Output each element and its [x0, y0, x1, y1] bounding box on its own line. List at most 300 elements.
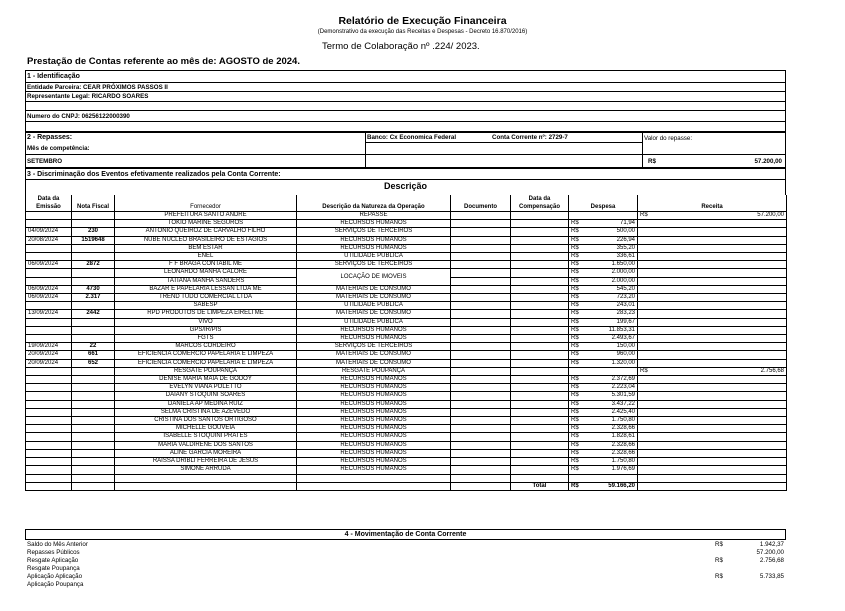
income-cell [638, 425, 787, 433]
divider [25, 154, 786, 155]
income-cell [638, 212, 787, 220]
expense-cell [569, 384, 638, 392]
movement-value: 57.200,00 [756, 549, 784, 556]
income-cell [638, 449, 787, 457]
supplier-cell: ALINE GARCIA MOREIRA [115, 449, 297, 457]
document-cell [451, 392, 511, 400]
expense-currency: R$ [571, 417, 579, 424]
table-row [26, 449, 787, 457]
expense-cell [569, 458, 638, 466]
income-cell [638, 408, 787, 416]
document-cell [451, 417, 511, 425]
nature-cell: RECURSOS HUMANOS [297, 441, 451, 449]
empty-cell [451, 474, 511, 482]
nature-cell: RECURSOS HUMANOS [297, 384, 451, 392]
nature-cell: RECURSOS HUMANOS [297, 449, 451, 457]
divider [25, 91, 786, 92]
compensation-date-cell [511, 277, 569, 285]
col-supplier-spacer [115, 195, 297, 203]
income-cell [638, 294, 787, 302]
nature-cell: RECURSOS HUMANOS [297, 392, 451, 400]
col-doc-spacer [451, 195, 511, 203]
expense-value: 283,23 [616, 310, 635, 317]
emission-date-cell: 13/09/2024 [26, 310, 72, 318]
supplier-cell: PREFEITURA SANTO ANDRE [115, 212, 297, 220]
emission-date-cell: 04/09/2024 [26, 228, 72, 236]
table-header-row [26, 195, 787, 203]
col-nf-header: Nota Fiscal [72, 203, 115, 212]
expense-cell [569, 343, 638, 351]
income-cell [638, 285, 787, 293]
expense-value: 2.372,69 [611, 376, 635, 383]
account-number: Conta Corrente nº: 2729-7 [492, 134, 568, 141]
nature-cell: RECURSOS HUMANOS [297, 400, 451, 408]
emission-date-cell: 20/09/2024 [26, 351, 72, 359]
nature-cell: RECURSOS HUMANOS [297, 458, 451, 466]
income-cell [638, 236, 787, 244]
compensation-date-cell [511, 220, 569, 228]
col-income-spacer [638, 195, 787, 203]
table-row [26, 441, 787, 449]
expense-value: 355,20 [616, 244, 635, 251]
nature-cell: UTILIDADE PUBLICA [297, 318, 451, 326]
invoice-number-cell [72, 318, 115, 326]
document-cell [451, 228, 511, 236]
movement-table [25, 541, 786, 589]
empty-cell [638, 474, 787, 482]
expense-cell [569, 228, 638, 236]
emission-date-cell [26, 269, 72, 277]
divider [365, 142, 642, 143]
compensation-date-cell [511, 212, 569, 220]
compensation-date-cell [511, 310, 569, 318]
invoice-number-cell [72, 384, 115, 392]
invoice-number-cell [72, 244, 115, 252]
emission-date-cell [26, 433, 72, 441]
income-value: 57.200,00 [757, 212, 784, 218]
expense-cell [569, 318, 638, 326]
movement-currency: R$ [715, 557, 723, 564]
nature-cell: RECURSOS HUMANOS [297, 244, 451, 252]
supplier-cell: EVELYN VIANA POLETTO [115, 384, 297, 392]
compensation-date-cell [511, 326, 569, 334]
nature-cell: SERVIÇOS DE TERCEIROS [297, 228, 451, 236]
supplier-cell: EFICIENCIA COMERCIO PAPELARIA E LIMPEZA [115, 359, 297, 367]
supplier-cell: FGTS [115, 335, 297, 343]
income-cell [638, 343, 787, 351]
supplier-cell: MARCOS CORDEIRO [115, 343, 297, 351]
document-cell [451, 244, 511, 252]
expense-value: 226,94 [616, 236, 635, 243]
invoice-number-cell [72, 408, 115, 416]
divider [25, 179, 786, 180]
table-row [26, 236, 787, 244]
movement-value [733, 565, 786, 573]
empty-cell [511, 474, 569, 482]
supplier-cell: RESGATE POUPANÇA [115, 367, 297, 375]
expense-cell [569, 212, 638, 220]
table-row [26, 220, 787, 228]
expense-value: 500,00 [616, 228, 635, 235]
nature-cell: SERVIÇOS DE TERCEIROS [297, 261, 451, 269]
compensation-date-cell [511, 302, 569, 310]
invoice-number-cell: 2442 [72, 310, 115, 318]
expense-value: 11.853,31 [608, 326, 635, 333]
compensation-date-cell [511, 253, 569, 261]
compensation-date-cell [511, 417, 569, 425]
emission-date-cell: 20/08/2024 [26, 236, 72, 244]
emission-date-cell [26, 302, 72, 310]
expense-value: 1.976,69 [611, 466, 635, 473]
table-row [26, 425, 787, 433]
table-header-row [26, 203, 787, 212]
nature-cell: UTILIDADE PUBLICA [297, 253, 451, 261]
table-row [26, 228, 787, 236]
expense-currency: R$ [571, 433, 579, 440]
compensation-date-cell [511, 244, 569, 252]
expense-value: 71,94 [619, 220, 635, 227]
supplier-cell: RAISSA DRIBLI FERREIRA DE JESUS [115, 458, 297, 466]
emission-date-cell [26, 376, 72, 384]
invoice-number-cell: 652 [72, 359, 115, 367]
movement-label: Resgate Poupança [27, 565, 80, 572]
expense-value: 336,61 [616, 253, 635, 260]
expense-value: 1.750,80 [611, 417, 635, 424]
expense-cell [569, 236, 638, 244]
expense-value: 1.320,00 [611, 359, 635, 366]
income-cell [638, 269, 787, 277]
events-section: 3 - Discriminação dos Eventos efetivamente realizados pela Conta Corrente: [27, 171, 281, 178]
emission-date-cell: 06/09/2024 [26, 285, 72, 293]
income-cell [638, 335, 787, 343]
compensation-date-cell [511, 285, 569, 293]
compensation-date-cell [511, 449, 569, 457]
expense-value: 2.328,66 [611, 441, 635, 448]
income-value: 2.756,68 [760, 367, 784, 374]
expense-cell [569, 302, 638, 310]
col-comp-header-2: Compensação [511, 203, 569, 212]
nature-cell: RECURSOS HUMANOS [297, 425, 451, 433]
divider [25, 82, 786, 83]
document-cell [451, 425, 511, 433]
income-cell [638, 228, 787, 236]
expense-currency: R$ [571, 244, 579, 251]
expense-cell [569, 441, 638, 449]
invoice-number-cell [72, 277, 115, 285]
document-cell [451, 384, 511, 392]
expense-value: 5.301,59 [611, 392, 635, 399]
movement-row [25, 549, 786, 557]
expense-value: 199,67 [616, 318, 635, 325]
empty-cell [115, 474, 297, 482]
movement-value: 1.942,37 [759, 541, 784, 548]
movement-row [25, 557, 786, 565]
col-date-header [26, 195, 72, 203]
document-cell [451, 458, 511, 466]
table-row [26, 466, 787, 474]
report-subtitle: (Demonstrativo da execução das Receitas e Despesas - Decreto 16.870/2016) [317, 29, 528, 35]
income-cell [638, 417, 787, 425]
col-income-header: Receita [638, 203, 787, 212]
supplier-cell: DANIELA AP MEDINA RUIZ [115, 400, 297, 408]
supplier-cell: ENEL [115, 253, 297, 261]
expense-value: 2.000,00 [611, 277, 635, 284]
document-cell [451, 318, 511, 326]
document-cell [451, 466, 511, 474]
table-row [26, 417, 787, 425]
emission-date-cell [26, 449, 72, 457]
expense-value: 2.000,00 [611, 269, 635, 276]
supplier-cell: SELMA CRISTINA DE AZEVEDO [115, 408, 297, 416]
empty-cell [297, 474, 451, 482]
empty-cell [72, 474, 115, 482]
table-row [26, 285, 787, 293]
income-cell [638, 277, 787, 285]
expense-cell [569, 310, 638, 318]
col-nature-spacer [297, 195, 451, 203]
table-row [26, 310, 787, 318]
transfer-value: 57.200,00 [754, 158, 782, 165]
document-cell [451, 302, 511, 310]
table-row [26, 384, 787, 392]
movement-label: Repasses Públicos [27, 549, 80, 556]
expense-cell [569, 433, 638, 441]
movement-value [733, 581, 786, 589]
expense-value: 2.328,66 [611, 425, 635, 432]
expense-cell [569, 400, 638, 408]
nature-cell: RECURSOS HUMANOS [297, 466, 451, 474]
emission-date-cell [26, 318, 72, 326]
expense-cell [569, 220, 638, 228]
supplier-cell: MARIA VALDIRENE DOS SANTOS [115, 441, 297, 449]
invoice-number-cell [72, 425, 115, 433]
compensation-date-cell [511, 425, 569, 433]
expense-currency: R$ [571, 466, 579, 473]
compensation-date-cell [511, 228, 569, 236]
document-cell [451, 212, 511, 220]
movement-row [25, 573, 786, 581]
empty-cell [451, 482, 511, 490]
expense-value: 2.493,67 [611, 335, 635, 342]
emission-date-cell [26, 400, 72, 408]
nature-cell: RECURSOS HUMANOS [297, 417, 451, 425]
compensation-date-cell [511, 359, 569, 367]
expense-currency: R$ [571, 310, 579, 317]
supplier-cell: VIVO [115, 318, 297, 326]
income-currency: R$ [640, 367, 648, 374]
supplier-cell: SIMONE ARRUDA [115, 466, 297, 474]
col-expense-spacer [569, 195, 638, 203]
invoice-number-cell [72, 367, 115, 375]
table-row [26, 269, 787, 277]
nature-cell: MATERIAIS DE CONSUMO [297, 351, 451, 359]
expense-currency: R$ [571, 335, 579, 342]
total-currency: R$ [571, 482, 579, 489]
transfers-section: 2 - Repasses: [27, 134, 73, 141]
divider [25, 101, 786, 102]
expense-currency: R$ [571, 351, 579, 358]
income-cell [638, 310, 787, 318]
income-cell [638, 458, 787, 466]
compensation-date-cell [511, 376, 569, 384]
emission-date-cell [26, 441, 72, 449]
expense-currency: R$ [571, 277, 579, 284]
movement-currency: R$ [715, 573, 723, 580]
expense-currency: R$ [571, 220, 579, 227]
expense-currency: R$ [571, 458, 579, 465]
transfer-value-label: Valor do repasse: [644, 135, 693, 142]
table-row [26, 376, 787, 384]
col-nature-header: Descrição da Natureza da Operação [297, 203, 451, 212]
document-cell [451, 376, 511, 384]
expense-value: 2.328,66 [611, 449, 635, 456]
compensation-date-cell [511, 269, 569, 277]
supplier-cell: ANTONIO QUEIROZ DE CARVALHO FILHO [115, 228, 297, 236]
movement-label: Aplicação Aplicação [27, 573, 83, 580]
expense-currency: R$ [571, 269, 579, 276]
document-cell [451, 269, 511, 277]
nature-cell: RECURSOS HUMANOS [297, 220, 451, 228]
expense-currency: R$ [571, 400, 579, 407]
compensation-date-cell [511, 392, 569, 400]
empty-cell [115, 482, 297, 490]
expense-currency: R$ [571, 285, 579, 292]
movement-label: Resgate Aplicação [27, 557, 79, 564]
invoice-number-cell: 22 [72, 343, 115, 351]
invoice-number-cell [72, 441, 115, 449]
invoice-number-cell [72, 212, 115, 220]
col-doc-header: Documento [451, 203, 511, 212]
income-cell [638, 466, 787, 474]
nature-cell: RECURSOS HUMANOS [297, 236, 451, 244]
compensation-date-cell [511, 351, 569, 359]
expense-cell [569, 294, 638, 302]
expense-currency: R$ [571, 425, 579, 432]
income-cell [638, 302, 787, 310]
emission-date-cell: 06/09/2024 [26, 294, 72, 302]
expense-currency: R$ [571, 376, 579, 383]
emission-date-cell [26, 425, 72, 433]
document-cell [451, 441, 511, 449]
invoice-number-cell: 1519648 [72, 236, 115, 244]
document-cell [451, 236, 511, 244]
expense-value: 1.828,61 [611, 433, 635, 440]
income-cell [638, 253, 787, 261]
table-row [26, 335, 787, 343]
invoice-number-cell [72, 269, 115, 277]
emission-date-cell [26, 212, 72, 220]
invoice-number-cell: 4730 [72, 285, 115, 293]
income-cell [638, 244, 787, 252]
supplier-cell: TOKIO MARINE SEGUROS [115, 220, 297, 228]
emission-date-cell: 06/09/2024 [26, 261, 72, 269]
emission-date-cell [26, 367, 72, 375]
expense-value: 960,00 [616, 351, 635, 358]
expense-currency: R$ [571, 228, 579, 235]
invoice-number-cell: 2.317 [72, 294, 115, 302]
invoice-number-cell [72, 400, 115, 408]
expense-value: 3.437,22 [611, 400, 635, 407]
compensation-date-cell [511, 236, 569, 244]
table-row [26, 244, 787, 252]
invoice-number-cell [72, 392, 115, 400]
movement-label: Saldo do Mês Anterior [27, 541, 88, 548]
movement-currency [713, 581, 733, 589]
compensation-date-cell [511, 408, 569, 416]
expense-cell [569, 285, 638, 293]
nature-cell: RECURSOS HUMANOS [297, 326, 451, 334]
expense-value: 2.425,40 [611, 408, 635, 415]
document-cell [451, 408, 511, 416]
income-cell [638, 400, 787, 408]
collaboration-term: Termo de Colaboração nº .224/ 2023. [322, 41, 480, 52]
table-row [26, 326, 787, 334]
movement-currency: R$ [715, 541, 723, 548]
table-row [26, 392, 787, 400]
movement-value: 2.756,68 [759, 557, 784, 564]
expense-currency: R$ [571, 343, 579, 350]
income-cell [638, 261, 787, 269]
income-cell [638, 384, 787, 392]
expense-cell [569, 417, 638, 425]
document-cell [451, 400, 511, 408]
expense-cell [569, 392, 638, 400]
expense-cell [569, 253, 638, 261]
empty-cell [638, 482, 787, 490]
empty-cell [26, 482, 72, 490]
emission-date-cell [26, 335, 72, 343]
nature-cell: RECURSOS HUMANOS [297, 433, 451, 441]
expense-currency: R$ [571, 449, 579, 456]
document-cell [451, 449, 511, 457]
nature-cell: RESGATE POUPANÇA [297, 367, 451, 375]
expense-cell [569, 425, 638, 433]
document-cell [451, 326, 511, 334]
col-comp-header-line1: Data da [528, 196, 551, 202]
compensation-date-cell [511, 433, 569, 441]
empty-cell [26, 474, 72, 482]
movement-currency [713, 565, 733, 573]
income-cell [638, 376, 787, 384]
compensation-date-cell [511, 441, 569, 449]
expense-cell [569, 367, 638, 375]
document-cell [451, 367, 511, 375]
emission-date-cell [26, 253, 72, 261]
movement-row [25, 581, 786, 589]
movement-row [25, 565, 786, 573]
supplier-cell: MICHELLE GOUVEIA [115, 425, 297, 433]
supplier-cell: LEONARDO MANHA CALORE [115, 269, 297, 277]
events-table [25, 195, 787, 491]
expense-cell [569, 269, 638, 277]
nature-cell: RECURSOS HUMANOS [297, 408, 451, 416]
income-cell [638, 351, 787, 359]
expense-value: 1.650,00 [611, 261, 635, 268]
expense-currency: R$ [571, 392, 579, 399]
nature-cell: RECURSOS HUMANOS [297, 376, 451, 384]
supplier-cell: EFICIENCIA COMERCIO PAPELARIA E LIMPEZA [115, 351, 297, 359]
statement-title: Prestação de Contas referente ao mês de: AGOSTO de 2024. [27, 56, 300, 67]
expense-cell [569, 408, 638, 416]
identification-section: 1 - Identificação [27, 73, 80, 80]
expense-cell [569, 359, 638, 367]
total-cell [569, 482, 638, 490]
document-cell [451, 261, 511, 269]
transfer-currency: R$ [648, 158, 656, 165]
compensation-date-cell [511, 261, 569, 269]
emission-date-cell [26, 244, 72, 252]
emission-date-cell [26, 392, 72, 400]
